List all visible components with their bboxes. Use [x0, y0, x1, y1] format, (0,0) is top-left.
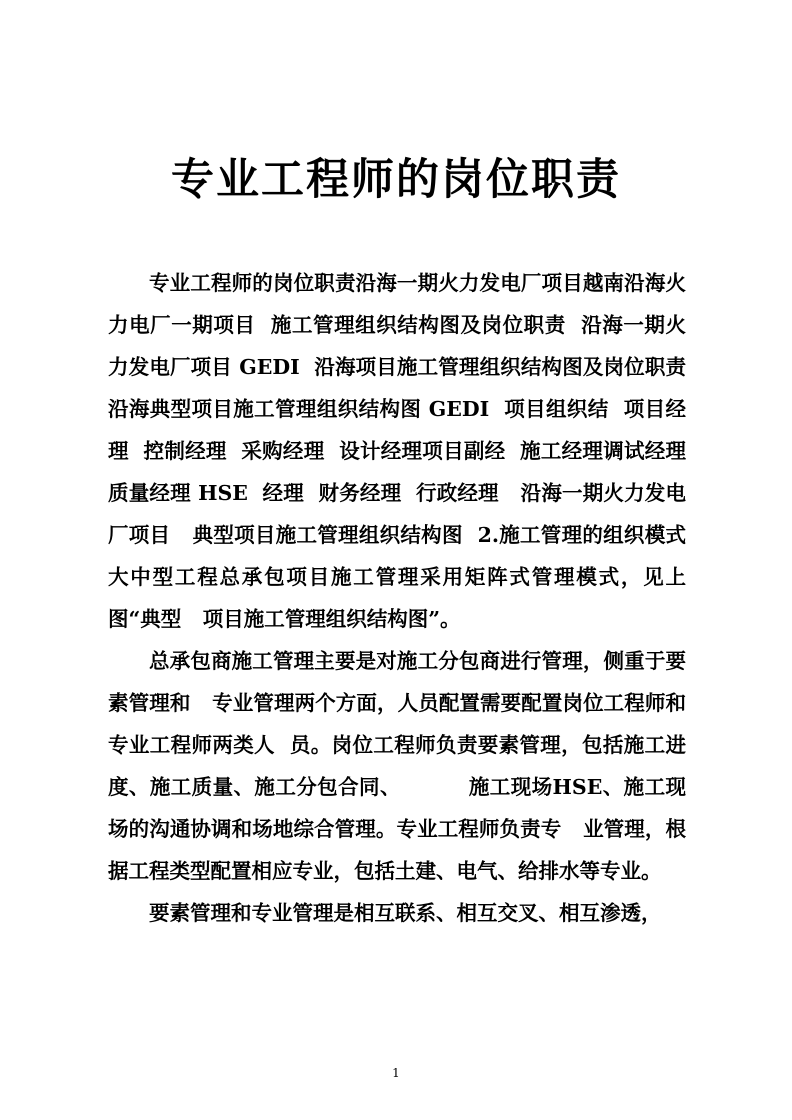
- page-title: 专业工程师的岗位职责: [171, 154, 621, 205]
- paragraph-2: 总承包商施工管理主要是对施工分包商进行管理，侧重于要素管理和 专业管理两个方面，人员配置需要配置岗位工程师和专业工程师两类人 员。岗位工程师负责要素管理，包括施工进度、施工质量、施工分包合同、 施工现场HSE、施工现场的沟通协调和场地综合管理。专业工程师负责专 业管理，根据工程类型配置相应专业，包括土建、电气、给排水等专业。: [108, 649, 686, 883]
- document-body: [108, 262, 701, 934]
- paragraph-1: 专业工程师的岗位职责沿海一期火力发电厂项目越南沿海火力电厂一期项目 施工管理组织结构图及岗位职责 沿海一期火力发电厂项目 GEDI 沿海项目施工管理组织结构图及岗位职责 沿海典型项目施工管理组织结构图 GEDI 项目组织结 项目经理 控制经理 采购经理 设计经理项目副经 施工经理调试经理 质量经理 HSE 经理 财务经理 行政经理 沿海一期火力发电厂项目 典型项目施工管理组织结构图 2.施工管理的组织模式 大中型工程总承包项目施工管理采用矩阵式管理模式，见上图“典型 项目施工管理组织结构图”。: [108, 271, 701, 631]
- page-number: 1: [392, 1066, 400, 1080]
- paragraph-3: 要素管理和专业管理是相互联系、相互交叉、相互渗透，: [149, 901, 662, 925]
